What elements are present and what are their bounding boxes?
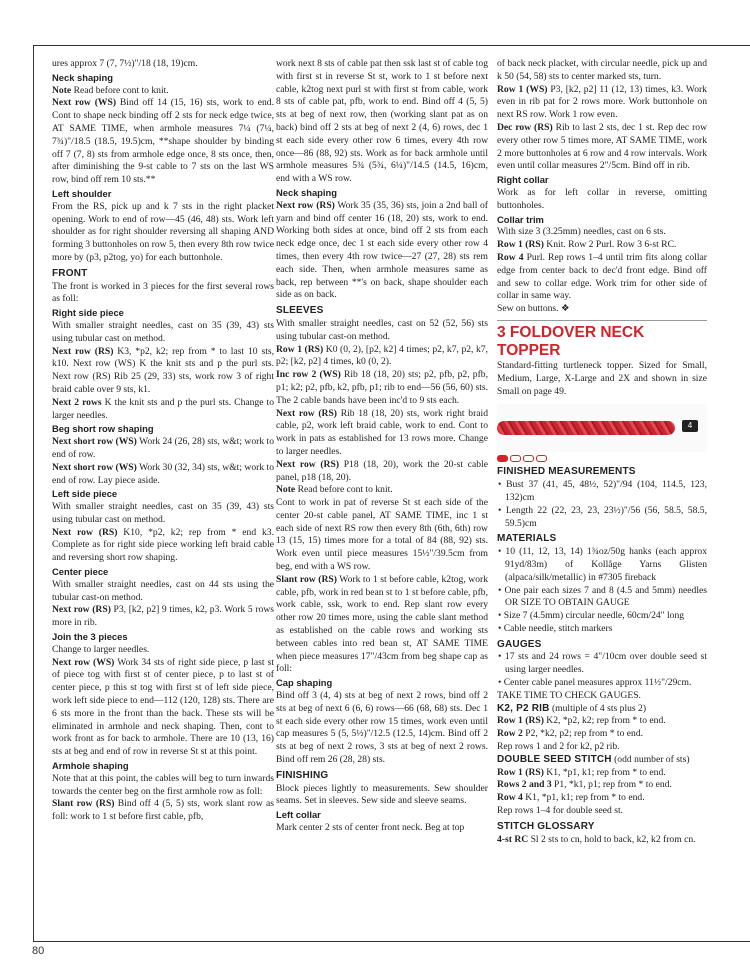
row-label: Row 4 [497, 792, 523, 804]
body-paragraph [497, 84, 707, 122]
subheading: Neck shaping [52, 71, 113, 83]
skill-level-dot [523, 455, 534, 462]
stitch-heading-label: K2, P2 RIB [497, 702, 550, 714]
skill-level-dot [497, 455, 508, 462]
list-item: • 10 (11, 12, 13, 14) 1¾oz/50g hanks (each approx 91yd/83m) of Kollåge Yarns Glisten (alpaca/silk/metallic) in #7305 fireback [505, 546, 707, 584]
paragraph-text: Bind off 4 (5, 5) sts, work slant row as foll: work to 1 st before first cable, pfb, [52, 798, 274, 823]
bullet-list [497, 546, 707, 636]
body-paragraph [52, 436, 274, 462]
list-item: • Bust 37 (41, 45, 48½, 52)"/94 (104, 114.5, 123, 132)cm [505, 479, 707, 505]
column-1 [52, 58, 274, 824]
bullet-list [497, 651, 707, 689]
row-label: Next row (RS) [52, 604, 111, 616]
list-item: • Center cable panel measures approx 11½"/29cm. [505, 677, 707, 690]
body-paragraph [497, 122, 707, 173]
paragraph-text: Rib 18 (18, 20) sts, work right braid cable, p2, work left braid cable, work to end. Cont to work in pats as established for 13 rows more. Change to larger needles. [276, 407, 488, 457]
paragraph-text: K the knit sts and p the purl sts. Change to larger needles. [52, 396, 274, 421]
paragraph-text: Read before cont to knit. [71, 84, 169, 96]
column-2 [276, 58, 488, 835]
row-label: Next row (RS) [276, 407, 338, 419]
body-paragraph [276, 690, 488, 767]
paragraph-text: TAKE TIME TO CHECK GAUGES. [497, 689, 641, 701]
body-paragraph [497, 834, 707, 847]
body-paragraph [497, 303, 707, 316]
body-paragraph [497, 226, 707, 239]
row-label: Row 1 (RS) [497, 766, 544, 778]
paragraph-text: P2, *k2, p2; rep from * to end. [522, 728, 644, 740]
paragraph-text: Rib 18 (18, 20) sts; p2, pfb, p2, pfb, p1; k2; p2, pfb, k2, pfb, p1; rib to end—56 (56, 60) sts. The 2 cable bands have been inc'd to 9 sts each. [276, 369, 488, 406]
paragraph-text: Sew on buttons. ❖ [497, 303, 570, 315]
paragraph-text: work next 8 sts of cable pat then ssk last st of cable tog with first st in reverse St st, work to 1 st before next cable, k2tog next purl st with first st from cable, work 8 sts of cable pat, pfb, work to end. Bind off 4 (5, 5) sts at beg of next row, then (working slant pat as on back) bind off 2 sts at beg of next 2 (4, 6) rows, dec 1 st each side every other row 6 times, every 4th row once—86 (88, 92) sts. Work as for back armhole until armhole measures 5¾ (5¾, 6¼)"/14.5 (14.5, 16)cm, end with a WS row. [276, 58, 488, 185]
body-paragraph [276, 783, 488, 809]
body-paragraph [497, 805, 707, 818]
body-paragraph [52, 281, 274, 307]
section-heading: STITCH GLOSSARY [497, 820, 595, 832]
row-label: Next row (RS) [276, 458, 340, 470]
subheading: Neck shaping [276, 186, 337, 198]
body-paragraph [276, 344, 488, 370]
row-label: Next row (WS) [52, 97, 117, 109]
stitch-heading-note: (multiple of 4 sts plus 2) [549, 702, 647, 714]
row-label: Row 1 (RS) [497, 239, 544, 251]
skill-level-indicator [497, 455, 707, 462]
bullet-list [497, 479, 707, 530]
body-paragraph [52, 798, 274, 824]
body-paragraph [52, 644, 274, 657]
paragraph-text: Work 34 sts of right side piece, p last st of piece tog with first st of center piece, p to last st of center piece, p this st tog with first st of left side piece, work left side piece to end—112 (120, 128) sts. There are 6 sts more in the front than the back. These sts will be eliminated in armhole and neck shaping. Then, cont to work front as for back to armhole. There are 10 (13, 16) sts at beg and end of row in reverse St st at this point. [52, 656, 274, 758]
body-paragraph [52, 462, 274, 488]
row-label: 4-st RC [497, 833, 529, 845]
row-label: Note [52, 84, 72, 96]
body-paragraph [497, 779, 707, 792]
stitch-heading-note: (odd number of sts) [611, 753, 690, 765]
body-paragraph [497, 715, 707, 728]
subheading: Left collar [276, 809, 321, 821]
paragraph-text: P18 (18, 20), work the 20-st cable panel, p18 (18, 20). [276, 458, 488, 483]
section-heading: GAUGES [497, 638, 542, 650]
row-label: Inc row 2 (WS) [276, 369, 341, 381]
body-paragraph [276, 200, 488, 302]
stitch-heading-label: DOUBLE SEED STITCH [497, 753, 612, 765]
body-paragraph [52, 657, 274, 759]
body-paragraph [497, 360, 707, 398]
page-number: 80 [32, 945, 45, 957]
subheading: Right side piece [52, 307, 124, 319]
body-paragraph [52, 604, 274, 630]
body-paragraph [276, 408, 488, 459]
row-label: Row 1 (RS) [276, 343, 324, 355]
list-item: • Length 22 (22, 23, 23, 23½)"/56 (56, 58.5, 58.5, 59.5)cm [505, 505, 707, 531]
row-label: Row 4 [497, 251, 524, 263]
list-item: • 17 sts and 24 rows = 4"/10cm over double seed st using larger needles. [505, 651, 707, 677]
body-paragraph [276, 459, 488, 485]
subheading: Left side piece [52, 488, 118, 500]
body-paragraph [52, 58, 274, 71]
paragraph-text: Work 30 (32, 34) sts, w&t; work to end of row. Lay piece aside. [52, 461, 274, 486]
paragraph-text: The front is worked in 3 pieces for the first several rows as foll: [52, 280, 274, 305]
yarn-strand-image [497, 421, 675, 435]
paragraph-text: With smaller straight needles, cast on 52 (52, 56) sts using tubular cast-on method. [276, 317, 488, 342]
subheading: Cap shaping [276, 677, 333, 689]
paragraph-text: With size 3 (3.25mm) needles, cast on 6 sts. [497, 226, 666, 238]
paragraph-text: K1, *p1, k1; rep from * to end. [543, 766, 666, 778]
row-label: Dec row (RS) [497, 121, 553, 133]
paragraph-text: Bind off 3 (4, 4) sts at beg of next 2 rows, bind off 2 sts at beg of next 6 (6, 6) rows—66 (68, 68) sts. Dec 1 st each side every other row 15 times, work even until cap measures 5 (5, 5½)"/12.5 (12.5, 14)cm. Bind off 2 sts at beg of next 2 rows, 3 sts at beg of next 2 rows. Bind off rem 26 (28, 28) sts. [276, 690, 488, 766]
paragraph-text: Work 35 (35, 36) sts, join a 2nd ball of yarn and bind off center 16 (18, 20) sts, work to end. Working both sides at once, bind off 2 sts from each neck edge once, dec 1 st each side every other row 4 times, then every 4th row twice—27 (27, 28) sts rem each side. Then, when armhole measures same as back, rep between **'s on back, shape shoulder each side as on back. [276, 199, 488, 301]
paragraph-text: With smaller straight needles, cast on 35 (39, 43) sts using tubular cast on method. [52, 501, 274, 525]
pattern-title: 3 FOLDOVER NECK TOPPER [497, 320, 707, 360]
body-paragraph [276, 484, 488, 497]
subheading: Center piece [52, 566, 109, 578]
body-paragraph [276, 369, 488, 407]
paragraph-text: of back neck placket, with circular needle, pick up and k 50 (54, 58) sts to center marked sts, turn. [497, 58, 707, 82]
paragraph-text: Block pieces lightly to measurements. Sew shoulder seams. Set in sleeves. Sew side and sleeve seams. [276, 782, 488, 807]
paragraph-text: Note that at this point, the cables will beg to turn inwards towards the center beg on the first armhole row as foll: [52, 772, 274, 797]
row-label: Next 2 rows [52, 396, 102, 408]
section-heading: FRONT [52, 267, 88, 279]
row-label: Row 1 (WS) [497, 83, 548, 95]
paragraph-text: K2, *p2, k2; rep from * to end. [543, 715, 666, 727]
row-label: Next short row (WS) [52, 461, 137, 473]
body-paragraph [276, 318, 488, 344]
paragraph-text: Cont to work in pat of reverse St st each side of the center 20-st cable panel, AT SAME TIME, inc 1 st each side of next RS row then every 8th (6th, 6th) row 13 (15, 15) times more for a total of 84 (88, 92) sts. Work even until piece measures 15½"/39.5cm from beg, end with a WS row. [276, 497, 488, 573]
paragraph-text: Sl 2 sts to cn, hold to back, k2, k2 from cn. [528, 833, 696, 845]
paragraph-text: Rib to last 2 sts, dec 1 st. Rep dec row every other row 5 times more, AT SAME TIME, work 2 more buttonholes at 6 row and 4 row intervals. Work even until collar measures 2"/5cm. Bind off in rib. [497, 121, 707, 172]
body-paragraph [497, 767, 707, 780]
yarn-swatch [497, 404, 707, 452]
paragraph-text: ures approx 7 (7, 7½)"/18 (18, 19)cm. [52, 58, 198, 69]
paragraph-text: With smaller straight needles, cast on 44 sts using the tubular cast-on method. [52, 578, 274, 603]
subheading: Join the 3 pieces [52, 631, 128, 643]
paragraph-text: K3, *p2, k2; rep from * to last 10 sts, k10. Next row (WS) K the knit sts and p the purl sts. Next row (RS) Rib 25 (29, 33) sts, work row 3 of right braid cable over 9 sts, k1. [52, 345, 274, 395]
body-paragraph [52, 579, 274, 605]
paragraph-text: Standard-fitting turtleneck topper. Sized for Small, Medium, Large, X-Large and 2X and shown in size Small on page 49. [497, 359, 707, 397]
subheading: Collar trim [497, 213, 544, 225]
section-heading: MATERIALS [497, 533, 557, 545]
section-heading: FINISHING [276, 769, 329, 781]
stitch-heading [497, 703, 707, 716]
row-label: Next row (RS) [52, 345, 114, 357]
paragraph-text: Rep rows 1 and 2 for k2, p2 rib. [497, 741, 620, 753]
body-paragraph [52, 97, 274, 187]
section-heading: FINISHED MEASUREMENTS [497, 466, 636, 478]
body-paragraph [52, 320, 274, 346]
paragraph-text: Work as for left collar in reverse, omitting buttonholes. [497, 186, 707, 211]
subheading: Beg short row shaping [52, 423, 154, 435]
body-paragraph [52, 501, 274, 527]
paragraph-text: Bind off 14 (15, 16) sts, work to end. Cont to shape neck binding off 2 sts for neck edge twice, AT SAME TIME, when armhole measures 7¼ (7¼, 7¾)"/18.5 (18.5, 19.5)cm, **shape shoulder by binding off 7 (7, 8) sts from armhole edge once, 8 sts once, then, after diminishing the 9-st cable to 7 sts on the last WS row, bind off rem 10 sts.** [52, 97, 274, 186]
paragraph-text: Change to larger needles. [52, 643, 150, 655]
subheading: Left shoulder [52, 187, 112, 199]
row-label: Next row (RS) [276, 199, 335, 211]
body-paragraph [52, 85, 274, 98]
body-paragraph [497, 690, 707, 703]
row-label: Next row (WS) [52, 656, 115, 668]
body-paragraph [276, 58, 488, 186]
paragraph-text: K0 (0, 2), [p2, k2] 4 times; p2, k7, p2, k7, p2; [k2, p2] 4 times, k0 (0, 2). [276, 343, 488, 368]
stitch-heading [497, 754, 707, 767]
skill-level-dot [510, 455, 521, 462]
row-label: Next row (RS) [52, 526, 118, 538]
body-paragraph [52, 201, 274, 265]
body-paragraph [52, 346, 274, 397]
section-heading: SLEEVES [276, 305, 324, 317]
body-paragraph [276, 574, 488, 676]
skill-level-dot [536, 455, 547, 462]
row-label: Note [276, 484, 296, 496]
yarn-weight-badge: 4 [682, 420, 698, 432]
paragraph-text: With smaller straight needles, cast on 35 (39, 43) sts using tubular cast on method. [52, 319, 274, 344]
paragraph-text: Knit. Row 2 Purl. Row 3 6-st RC. [543, 239, 677, 251]
body-paragraph [52, 527, 274, 565]
row-label: Rows 2 and 3 [497, 779, 552, 791]
paragraph-text: K1, *p1, k1; rep from * to end. [522, 792, 645, 804]
body-paragraph [52, 397, 274, 423]
list-item: • Size 7 (4.5mm) circular needle, 60cm/24" long [505, 610, 707, 623]
row-label: Row 2 [497, 728, 523, 740]
body-paragraph [52, 773, 274, 799]
paragraph-text: From the RS, pick up and k 7 sts in the right placket opening. Work to end of row—45 (46, 48) sts. Work left shoulder as for right shoulder reversing all shaping AND forming 3 buttonholes on row 5, then every 8th row twice more by (p3, p2tog, yo) for each buttonhole. [52, 200, 274, 263]
row-label: Slant row (RS) [52, 798, 115, 810]
list-item: • Cable needle, stitch markers [505, 623, 707, 636]
subheading: Right collar [497, 174, 549, 186]
list-item: • One pair each sizes 7 and 8 (4.5 and 5mm) needles OR SIZE TO OBTAIN GAUGE [505, 585, 707, 611]
body-paragraph [497, 792, 707, 805]
paragraph-text: P3, [k2, p2] 11 (12, 13) times, k3. Work even in rib pat for 2 rows more. Work buttonhole on next RS row. Work 1 row even. [497, 83, 707, 121]
paragraph-text: Work to 1 st before cable, k2tog, work cable, pfb, work in red bean st to 1 st before cable, pfb, work cable, ssk, work to end. Rep slant row every other row 20 times more, using the cable slant method as established on the cable rows and working sts between cables into red bean st, AT SAME TIME when piece measures 17"/43cm from beg shape cap as foll: [276, 573, 488, 675]
paragraph-text: K10, *p2, k2; rep from * end k3. Complete as for right side piece working left braid cable and reversing short row shaping. [52, 526, 274, 564]
row-label: Slant row (RS) [276, 573, 337, 585]
body-paragraph [497, 728, 707, 741]
body-paragraph [276, 822, 488, 835]
row-label: Row 1 (RS) [497, 715, 544, 727]
column-3 [497, 58, 707, 846]
body-paragraph [497, 58, 707, 84]
paragraph-text: Purl. Rep rows 1–4 until trim fits along collar edge from center back to dec'd front edge. Bind off and sew to collar edge. Work trim for other side of collar in same way. [497, 251, 708, 302]
paragraph-text: Mark center 2 sts of center front neck. Beg at top [276, 822, 465, 834]
subheading: Armhole shaping [52, 760, 129, 772]
paragraph-text: Work 24 (26, 28) sts, w&t; work to end of row. [52, 436, 274, 460]
body-paragraph [497, 741, 707, 754]
paragraph-text: P3, [k2, p2] 9 times, k2, p3. Work 5 rows more in rib. [52, 604, 274, 629]
body-paragraph [497, 239, 707, 252]
body-paragraph [276, 497, 488, 574]
body-paragraph [497, 252, 707, 303]
paragraph-text: Read before cont to knit. [295, 484, 393, 496]
row-label: Next short row (WS) [52, 436, 137, 448]
paragraph-text: P1, *k1, p1; rep from * to end. [551, 779, 672, 791]
paragraph-text: Rep rows 1–4 for double seed st. [497, 805, 624, 817]
body-paragraph [497, 187, 707, 213]
